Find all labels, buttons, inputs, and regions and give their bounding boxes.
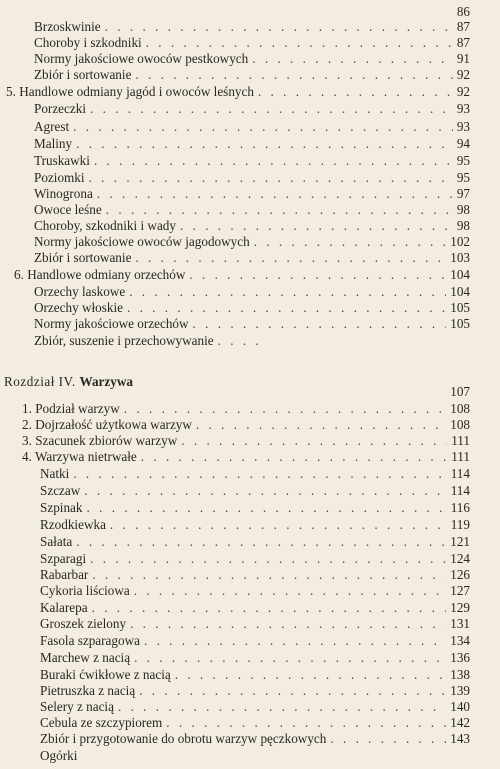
toc-entry-label: Cykoria liściowa [40, 583, 130, 598]
toc-entry-label: Poziomki [34, 170, 85, 185]
toc-entry-label: Zbiór i sortowanie [34, 67, 132, 82]
toc-page-number: 104 [450, 284, 470, 299]
dot-leader [89, 170, 453, 186]
dot-leader [94, 153, 453, 169]
dot-leader [124, 401, 446, 417]
dot-leader [141, 449, 447, 465]
toc-section-entry [6, 84, 470, 100]
chapter-prefix: Rozdział IV. [4, 374, 76, 389]
toc-entry [34, 218, 470, 234]
toc-entry-label: 4. Warzywa nietrwałe [22, 449, 137, 464]
toc-entry [34, 250, 470, 266]
toc-entry [40, 715, 470, 731]
toc-entry-label: Szpinak [40, 500, 83, 515]
toc-entry [40, 633, 470, 649]
toc-entry-label: 6. Handlowe odmiany orzechów [14, 267, 186, 282]
toc-page-number: 142 [450, 715, 470, 730]
toc-entry-label: Rabarbar [40, 567, 89, 582]
toc-entry-label: Winogrona [34, 186, 93, 201]
dot-leader [106, 202, 453, 218]
toc-page-number: 108 [450, 417, 470, 432]
toc-entry [40, 583, 470, 599]
dot-leader [166, 715, 446, 731]
toc-entry [40, 667, 470, 683]
dot-leader [254, 234, 447, 250]
toc-entry [34, 316, 470, 332]
dot-leader [90, 551, 446, 567]
dot-leader [97, 186, 453, 202]
toc-entry [40, 683, 470, 699]
dot-leader [330, 731, 446, 747]
toc-page-number: 87 [456, 35, 470, 50]
toc-entry-label: Zbiór i sortowanie [34, 250, 132, 265]
toc-entry-label: Pietruszka z nacią [40, 683, 136, 698]
toc-entry-label: Szparagi [40, 551, 87, 566]
toc-entry-label: Normy jakościowe owoców jagodowych [34, 234, 250, 249]
dot-leader [76, 534, 446, 550]
toc-entry-label: Rzodkiewka [40, 517, 106, 532]
dot-leader [130, 616, 446, 632]
dot-leader [129, 284, 446, 300]
toc-page-number: 104 [450, 267, 470, 282]
toc-page-number: 95 [456, 170, 470, 185]
toc-entry [34, 170, 470, 186]
toc-page-number: 114 [450, 466, 470, 481]
toc-page-number: 129 [450, 600, 470, 615]
toc-page-number: 91 [456, 51, 470, 66]
toc-page-number: 108 [450, 401, 470, 416]
toc-entry [34, 67, 470, 83]
toc-page-number: 97 [456, 186, 470, 201]
toc-entry-label: Sałata [40, 534, 73, 549]
toc-entry-label: Porzeczki [34, 101, 86, 116]
toc-entry-label: Owoce leśne [34, 202, 102, 217]
toc-page-number: 127 [450, 583, 470, 598]
toc-entry [34, 300, 470, 316]
dot-leader [193, 316, 447, 332]
dot-leader [90, 101, 453, 117]
toc-page-number: 119 [450, 517, 470, 532]
toc-page-number: 111 [451, 449, 470, 464]
dot-leader [134, 583, 446, 599]
toc-entry-label: 1. Podział warzyw [22, 401, 120, 416]
toc-entry [34, 186, 470, 202]
toc-entry [40, 567, 470, 583]
dot-leader [189, 267, 446, 283]
toc-entry-label: 5. Handlowe odmiany jagód i owoców leśnych [6, 84, 254, 99]
toc-entry-label: Kalarepa [40, 600, 88, 615]
toc-page-number: 94 [456, 136, 470, 151]
dot-leader [146, 35, 453, 51]
toc-entry [40, 466, 470, 482]
toc-entry-label: Natki [40, 466, 70, 481]
toc-page-number: 114 [450, 483, 470, 498]
toc-entry [34, 51, 470, 67]
toc-entry [40, 517, 470, 533]
toc-page-number: 138 [450, 667, 470, 682]
dot-leader [175, 667, 446, 683]
toc-entry [34, 119, 470, 135]
toc-entry [22, 4, 470, 20]
toc-page-number: 98 [456, 218, 470, 233]
toc-page-number: 93 [456, 101, 470, 116]
toc-entry-label: Zbiór, suszenie i przechowywanie [34, 333, 214, 348]
toc-page-number: 143 [450, 731, 470, 746]
toc-entry-label: Fasola szparagowa [40, 633, 140, 648]
toc-page-number: 102 [450, 234, 470, 249]
dot-leader [134, 650, 446, 666]
toc-section-entry [22, 401, 470, 417]
toc-page-number: 95 [456, 153, 470, 168]
toc-entry [34, 234, 470, 250]
toc-page-number: 136 [450, 650, 470, 665]
dot-leader [92, 567, 446, 583]
toc-entry-label: Brzoskwinie [34, 19, 101, 34]
toc-entry [40, 600, 470, 616]
toc-entry [34, 153, 470, 169]
toc-entry-label: Selery z nacią [40, 699, 114, 714]
toc-entry [40, 699, 470, 715]
toc-page-number: 87 [456, 19, 470, 34]
dot-leader [87, 500, 447, 516]
toc-page-number: 126 [450, 567, 470, 582]
dot-leader [76, 136, 453, 152]
dot-leader [135, 67, 452, 83]
toc-entry [34, 136, 470, 152]
toc-page-number: 116 [450, 500, 470, 515]
dot-leader [252, 51, 453, 67]
toc-page-number: 139 [450, 683, 470, 698]
toc-page-number: 111 [451, 433, 470, 448]
toc-entry [40, 616, 470, 632]
toc-entry-label: 3. Szacunek zbiorów warzyw [22, 433, 178, 448]
toc-page-number: 121 [450, 534, 470, 549]
toc-page-number: 131 [450, 616, 470, 631]
toc-entry [40, 748, 100, 764]
toc-entry-label: Marchew z nacią [40, 650, 131, 665]
dot-leader [118, 699, 446, 715]
dot-leader [135, 250, 446, 266]
toc-entry-label: Normy jakościowe orzechów [34, 316, 189, 331]
toc-section-entry [14, 267, 470, 283]
dot-leader [110, 517, 447, 533]
toc-entry [34, 19, 470, 35]
toc-entry [40, 551, 470, 567]
toc-entry-label: Cebula ze szczypiorem [40, 715, 163, 730]
chapter-page-number: 107 [450, 384, 470, 399]
toc-section-entry [22, 433, 470, 449]
dot-leader [258, 84, 453, 100]
toc-page-number: 86 [456, 4, 470, 19]
toc-entry-label: Zbiór i przygotowanie do obrotu warzyw pęczkowych [40, 731, 327, 746]
toc-entry [40, 483, 470, 499]
toc-entry-label: Ogórki [40, 748, 78, 763]
dot-leader [144, 633, 446, 649]
toc-entry-label: Orzechy włoskie [34, 300, 123, 315]
toc-entry [34, 35, 470, 51]
dot-leader [92, 600, 447, 616]
toc-section-entry [22, 417, 470, 433]
dot-leader [180, 218, 453, 234]
toc-entry [40, 731, 470, 747]
toc-page-number: 92 [456, 67, 470, 82]
dot-leader [181, 433, 447, 449]
toc-page-number: 98 [456, 202, 470, 217]
toc-entry-label: Truskawki [34, 153, 90, 168]
dot-leader [73, 119, 453, 135]
toc-entry-label: Szczaw [40, 483, 81, 498]
toc-entry [40, 534, 470, 550]
toc-entry-label: Buraki ćwikłowe z nacią [40, 667, 171, 682]
toc-entry-label: 2. Dojrzałość użytkowa warzyw [22, 417, 192, 432]
toc-entry-label: Choroby, szkodniki i wady [34, 218, 176, 233]
chapter-title: Warzywa [79, 374, 133, 389]
dot-leader [105, 19, 453, 35]
toc-entry [34, 333, 265, 349]
dot-leader [84, 483, 446, 499]
dot-leader [73, 466, 446, 482]
toc-page-number: 124 [450, 551, 470, 566]
toc-entry-label: Choroby i szkodniki [34, 35, 142, 50]
toc-entry-label: Normy jakościowe owoców pestkowych [34, 51, 249, 66]
toc-entry-label: Groszek zielony [40, 616, 127, 631]
toc-page-number: 105 [450, 316, 470, 331]
dot-leader [127, 300, 446, 316]
toc-entry-label: Orzechy laskowe [34, 284, 126, 299]
chapter-heading [4, 374, 133, 390]
toc-page-number: 93 [456, 119, 470, 134]
toc-entry [34, 284, 470, 300]
toc-page-number: 140 [450, 699, 470, 714]
toc-entry [40, 650, 470, 666]
toc-entry-label: Maliny [34, 136, 73, 151]
dot-leader [139, 683, 446, 699]
toc-entry [34, 202, 470, 218]
toc-page-number: 92 [456, 84, 470, 99]
toc-page-number: 134 [450, 633, 470, 648]
toc-section-entry [22, 449, 470, 465]
toc-entry-label: Agrest [34, 119, 70, 134]
toc-page-number: 103 [450, 250, 470, 265]
toc-entry [40, 500, 470, 516]
toc-page-number: 105 [450, 300, 470, 315]
dot-leader [196, 417, 446, 433]
toc-entry [34, 101, 470, 117]
dot-leader [218, 333, 261, 349]
